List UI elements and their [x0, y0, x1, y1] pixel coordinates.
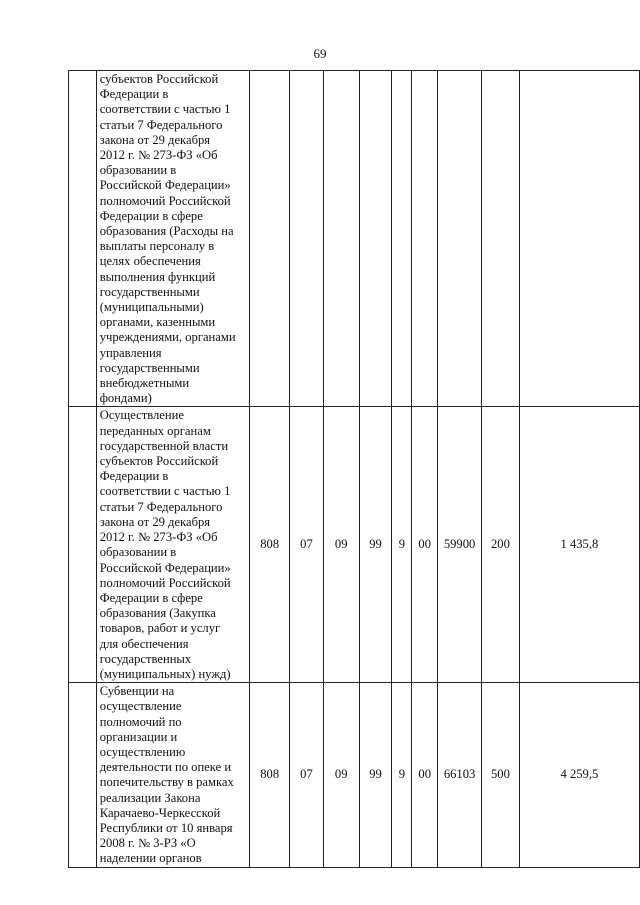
subsection-code-cell: 09 — [323, 407, 359, 683]
page-number: 69 — [313, 46, 327, 61]
ministry-code-cell — [250, 71, 290, 407]
section-code-cell — [290, 71, 324, 407]
ministry-code-cell: 808 — [250, 407, 290, 683]
table-row — [69, 407, 640, 683]
amount-cell: 4 259,5 — [519, 683, 639, 867]
description-cell: субъектов Российской Федерации в соответствии с частью 1 статьи 7 Федерального закона от 29 декабря 2012 г. № 273-ФЗ «Об образовании в Российской Федерации» полномочий Российской Федерации в сфере образования (Расходы на выплаты персоналу в целях обеспечения выполнения функций государственными (муниципальными) органами, казенными учреждениями, органами управления государственными внебюджетными фондами) — [96, 71, 250, 407]
row-number-cell — [69, 683, 97, 867]
budget-table — [68, 70, 640, 868]
row-number-cell — [69, 71, 97, 407]
amount-cell — [519, 71, 639, 407]
expense-type-code-cell: 500 — [482, 683, 520, 867]
expense-type-code-cell: 200 — [482, 407, 520, 683]
section-code-cell: 07 — [290, 683, 324, 867]
direction-code-cell: 59900 — [438, 407, 482, 683]
direction-code-cell: 66103 — [438, 683, 482, 867]
expense-type-code-cell — [482, 71, 520, 407]
section-code-cell: 07 — [290, 407, 324, 683]
main-event-code-cell: 00 — [412, 683, 438, 867]
table-row — [69, 71, 640, 407]
description-cell: Субвенции на осуществление полномочий по организации и осуществлению деятельности по опеке и попечительству в рамках реализации Закона Карачаево-Черкесской Республики от 10 января 2008 г. № 3-РЗ «О наделении органов — [96, 683, 250, 867]
ministry-code-cell: 808 — [250, 683, 290, 867]
description-cell: Осуществление переданных органам государственной власти субъектов Российской Федерации в соответствии с частью 1 статьи 7 Федерального закона от 29 декабря 2012 г. № 273-ФЗ «Об образовании в Российской Федерации» полномочий Российской Федерации в сфере образования (Закупка товаров, работ и услуг для обеспечения государственных (муниципальных) нужд) — [96, 407, 250, 683]
main-event-code-cell — [412, 71, 438, 407]
subsection-code-cell: 09 — [323, 683, 359, 867]
program-code-cell: 99 — [359, 683, 392, 867]
main-event-code-cell: 00 — [412, 407, 438, 683]
subprogram-code-cell: 9 — [392, 683, 412, 867]
row-number-cell — [69, 407, 97, 683]
program-code-cell — [359, 71, 392, 407]
program-code-cell: 99 — [359, 407, 392, 683]
direction-code-cell — [438, 71, 482, 407]
amount-cell: 1 435,8 — [519, 407, 639, 683]
subprogram-code-cell — [392, 71, 412, 407]
subprogram-code-cell: 9 — [392, 407, 412, 683]
table-row — [69, 683, 640, 867]
subsection-code-cell — [323, 71, 359, 407]
